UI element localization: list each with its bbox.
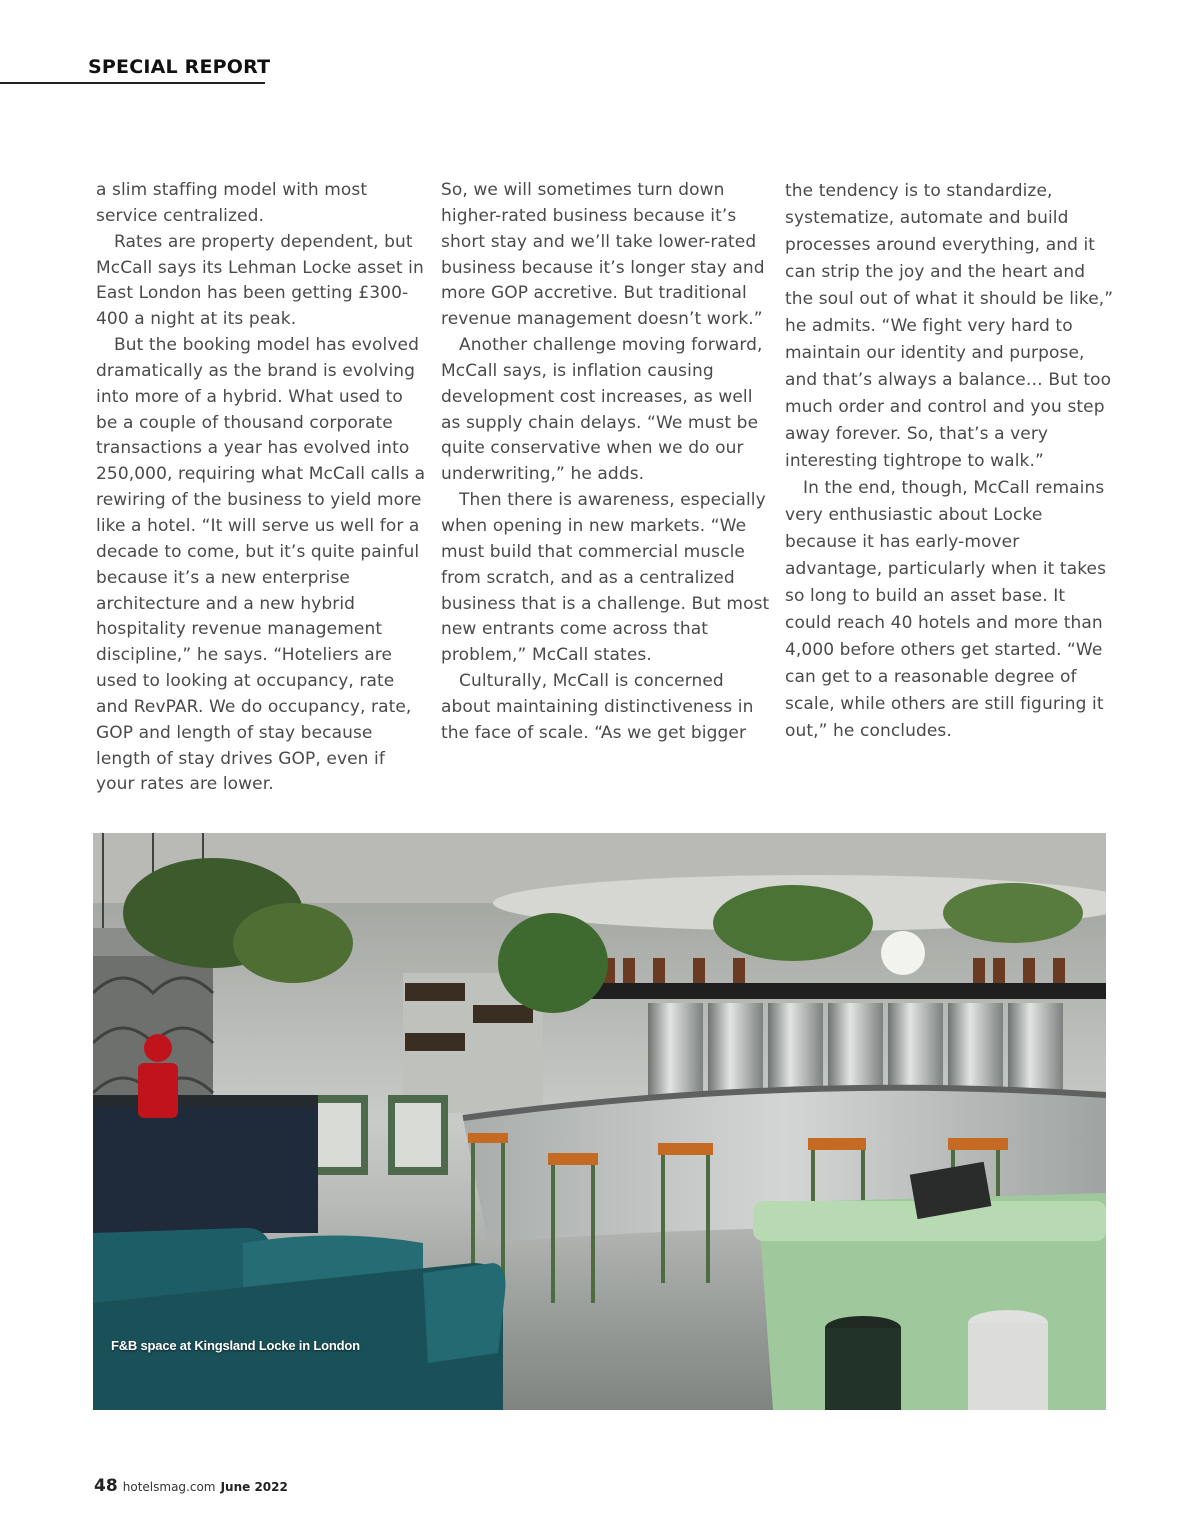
paragraph: Another challenge moving forward, McCall says, is inflation causing development cost increases, as well as supply chain delays. “We must be quite conservative when we do our underwriting,” he adds.	[441, 335, 763, 485]
paragraph: But the booking model has evolved dramatically as the brand is evolving into more of a hybrid. What used to be a couple of thousand corporate transactions a year has evolved into 250,000, requiring what McCall calls a rewiring of the business to yield more like a hotel. “It will serve us well for a decade to come, but it’s quite painful because it’s a new enterprise architecture and a new hybrid hospitality revenue management discipline,” he says. “Hoteliers are used to looking at occupancy, rate and RevPAR. We do occupancy, rate, GOP and length of stay because length of stay drives GOP, even if your rates are lower.	[96, 335, 426, 795]
photo-illustration	[93, 833, 1106, 1410]
paragraph: In the end, though, McCall remains very enthusiastic about Locke because it has early-mover advantage, particularly when it takes so long to build an asset base. It could reach 40 hotels and more than 4,000 before others get started. “We can get to a reasonable degree of scale, while others are still figuring it out,” he concludes.	[785, 478, 1107, 741]
page-footer	[94, 1476, 288, 1496]
issue-date: June 2022	[220, 1480, 288, 1494]
paragraph: a slim staffing model with most service centralized.	[96, 180, 368, 226]
photo-caption: F&B space at Kingsland Locke in London	[111, 1338, 360, 1353]
paragraph: Rates are property dependent, but McCall says its Lehman Locke asset in East London has been getting £300-400 a night at its peak.	[96, 231, 424, 330]
page-number: 48	[94, 1476, 118, 1496]
section-rule	[0, 82, 265, 84]
text-column-1	[96, 178, 426, 798]
feature-photo	[93, 833, 1106, 1410]
text-column-2	[441, 178, 771, 747]
paragraph: So, we will sometimes turn down higher-rated business because it’s short stay and we’ll take lower-rated business because it’s longer stay and more GOP accretive. But traditional revenue management doesn’t work.”	[441, 180, 765, 330]
paragraph: Culturally, McCall is concerned about maintaining distinctiveness in the face of scale. “As we get bigger	[441, 671, 754, 743]
paragraph: Then there is awareness, especially when opening in new markets. “We must build that commercial muscle from scratch, and as a centralized business that is a challenge. But most new entrants come across that problem,” McCall states.	[441, 490, 770, 666]
section-label: SPECIAL REPORT	[88, 56, 271, 78]
text-column-3	[785, 178, 1115, 745]
paragraph: the tendency is to standardize, systematize, automate and build processes around everything, and it can strip the joy and the heart and the soul out of what it should be like,” he admits. “We fight very hard to maintain our identity and purpose, and that’s always a balance… But too much order and control and you step away forever. So, that’s a very interesting tightrope to walk.”	[785, 181, 1114, 471]
site-name: hotelsmag.com	[122, 1480, 216, 1494]
